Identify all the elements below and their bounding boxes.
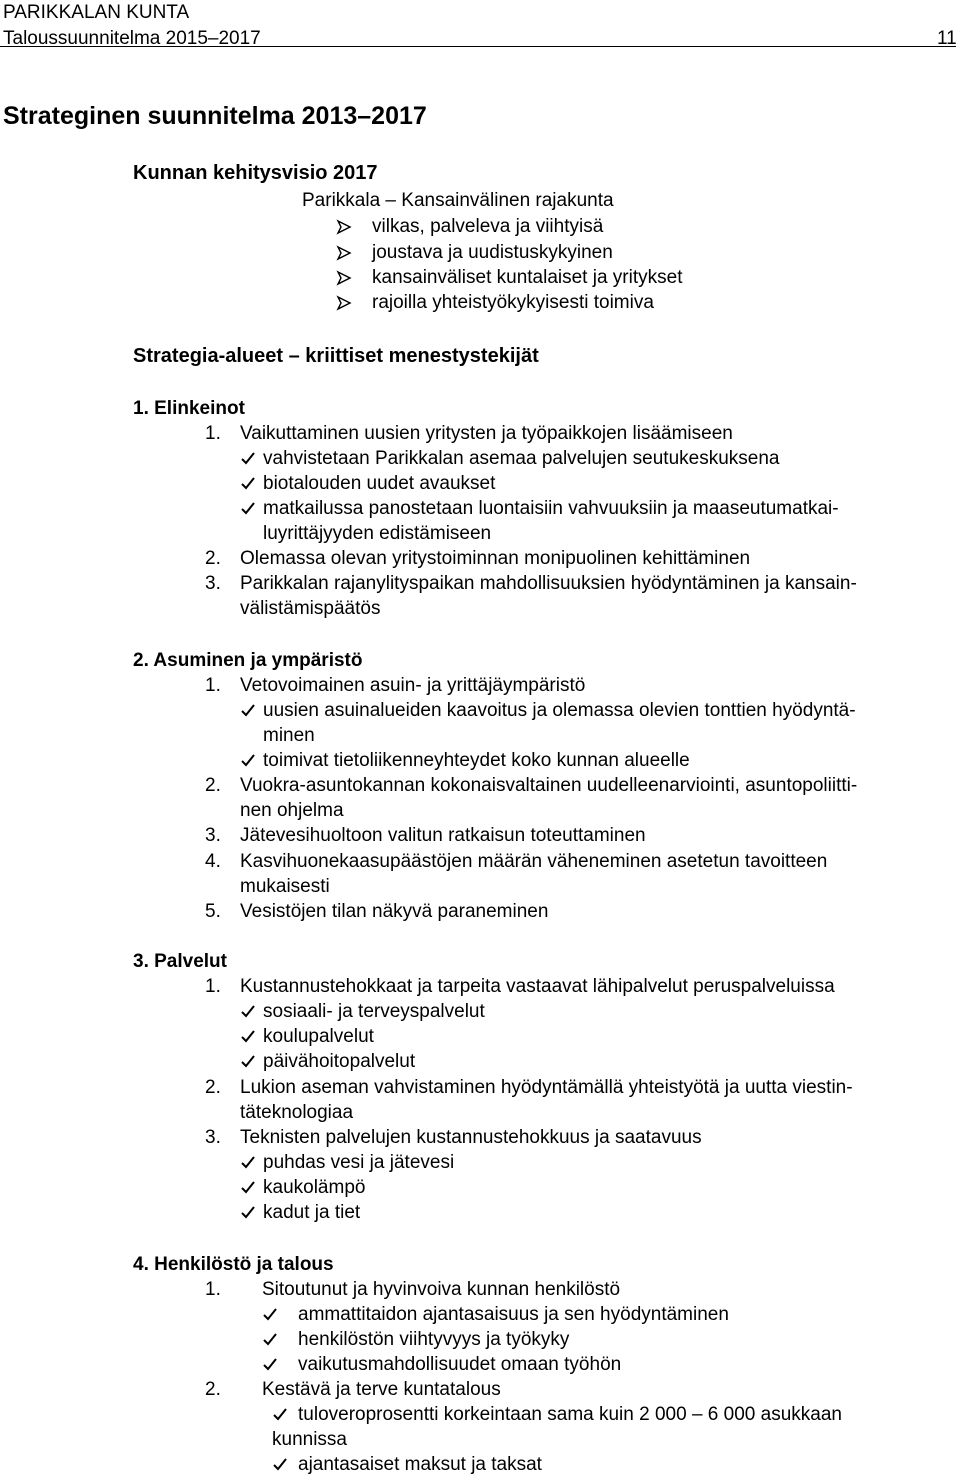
checkmark-icon [240, 1204, 256, 1220]
check-item: sosiaali- ja terveyspalvelut [263, 1001, 485, 1022]
checkmark-icon [240, 475, 256, 491]
check-item: ammattitaidon ajantasaisuus ja sen hyödyntäminen [298, 1304, 729, 1325]
page-title: Strateginen suunnitelma 2013–2017 [3, 102, 427, 130]
check-item: kaukolämpö [263, 1177, 366, 1198]
item-text: Teknisten palvelujen kustannustehokkuus ja saatavuus [240, 1127, 702, 1148]
check-item: vaikutusmahdollisuudet omaan työhön [298, 1354, 622, 1375]
item-text: Olemassa olevan yritystoiminnan monipuolinen kehittäminen [240, 548, 751, 569]
section-title: 3. Palvelut [133, 951, 227, 972]
check-item: biotalouden uudet avaukset [263, 473, 496, 494]
checkmark-icon [262, 1306, 278, 1322]
checkmark-icon [262, 1356, 278, 1372]
check-item: kadut ja tiet [263, 1202, 361, 1223]
checkmark-icon [272, 1456, 288, 1472]
vision-bullet: rajoilla yhteistyökykyisesti toimiva [372, 292, 654, 313]
item-text: Kasvihuonekaasupäästöjen määrän väheneminen asetetun tavoitteen [240, 851, 828, 872]
check-item-continued: luyrittäjyyden edistämiseen [263, 523, 492, 544]
item-text: Sitoutunut ja hyvinvoiva kunnan henkilöstö [262, 1279, 621, 1300]
vision-heading: Kunnan kehitysvisio 2017 [133, 162, 378, 184]
item-text-continued: välistämispäätös [240, 598, 381, 619]
page-number: 11 [937, 28, 957, 49]
item-number: 1. [205, 976, 221, 997]
vision-bullet: joustava ja uudistuskykyinen [372, 242, 613, 263]
item-number: 1. [205, 675, 221, 696]
check-item-continued: minen [263, 725, 315, 746]
item-text: Kestävä ja terve kuntatalous [262, 1379, 501, 1400]
item-text: Jätevesihuoltoon valitun ratkaisun toteuttaminen [240, 825, 646, 846]
check-item: uusien asuinalueiden kaavoitus ja olemassa olevien tonttien hyödyntä- [263, 700, 856, 721]
item-text: Vesistöjen tilan näkyvä paraneminen [240, 901, 549, 922]
header-doc-title: Taloussuunnitelma 2015–2017 [3, 28, 261, 49]
arrowhead-bullet-icon [336, 295, 352, 311]
checkmark-icon [240, 702, 256, 718]
item-number: 4. [205, 851, 221, 872]
item-text: Lukion aseman vahvistaminen hyödyntämällä yhteistyötä ja uutta viestin- [240, 1077, 853, 1098]
checkmark-icon [240, 1003, 256, 1019]
arrowhead-bullet-icon [336, 245, 352, 261]
check-item: puhdas vesi ja jätevesi [263, 1152, 455, 1173]
vision-bullet: vilkas, palveleva ja viihtyisä [372, 216, 604, 237]
section-title: 4. Henkilöstö ja talous [133, 1254, 334, 1275]
check-item: toimivat tietoliikenneyhteydet koko kunnan alueelle [263, 750, 690, 771]
vision-tagline: Parikkala – Kansainvälinen rajakunta [302, 190, 614, 211]
item-text: Parikkalan rajanylityspaikan mahdollisuuksien hyödyntäminen ja kansain- [240, 573, 857, 594]
check-item: matkailussa panostetaan luontaisiin vahvuuksiin ja maaseutumatkai- [263, 498, 839, 519]
check-item: päivähoitopalvelut [263, 1051, 416, 1072]
strategy-heading: Strategia-alueet – kriittiset menestystekijät [133, 345, 539, 367]
checkmark-icon [272, 1406, 288, 1422]
vision-bullet: kansainväliset kuntalaiset ja yritykset [372, 267, 683, 288]
item-text-continued: nen ohjelma [240, 800, 344, 821]
checkmark-icon [240, 1053, 256, 1069]
header-org: PARIKKALAN KUNTA [3, 2, 190, 23]
item-number: 2. [205, 548, 221, 569]
check-item: ajantasaiset maksut ja taksat [298, 1454, 542, 1475]
item-number: 3. [205, 825, 221, 846]
section-title: 2. Asuminen ja ympäristö [133, 650, 363, 671]
checkmark-icon [240, 1179, 256, 1195]
item-text: Vetovoimainen asuin- ja yrittäjäympäristö [240, 675, 586, 696]
item-text: Kustannustehokkaat ja tarpeita vastaavat lähipalvelut peruspalveluissa [240, 976, 835, 997]
item-number: 2. [205, 1379, 221, 1400]
check-item: vahvistetaan Parikkalan asemaa palvelujen seutukeskuksena [263, 448, 780, 469]
check-item: koulupalvelut [263, 1026, 374, 1047]
checkmark-icon [240, 752, 256, 768]
header-rule [0, 46, 956, 47]
item-number: 3. [205, 573, 221, 594]
item-number: 2. [205, 1077, 221, 1098]
item-text: Vaikuttaminen uusien yritysten ja työpaikkojen lisäämiseen [240, 423, 733, 444]
checkmark-icon [262, 1331, 278, 1347]
item-number: 1. [205, 423, 221, 444]
checkmark-icon [240, 450, 256, 466]
arrowhead-bullet-icon [336, 270, 352, 286]
arrowhead-bullet-icon [336, 219, 352, 235]
item-text: Vuokra-asuntokannan kokonaisvaltainen uudelleenarviointi, asuntopoliitti- [240, 775, 858, 796]
check-item: tuloveroprosentti korkeintaan sama kuin 2 000 – 6 000 asukkaan [298, 1404, 842, 1425]
checkmark-icon [240, 1154, 256, 1170]
item-number: 3. [205, 1127, 221, 1148]
item-text-continued: mukaisesti [240, 876, 330, 897]
check-item-continued: kunnissa [272, 1429, 347, 1450]
section-title: 1. Elinkeinot [133, 398, 245, 419]
item-number: 5. [205, 901, 221, 922]
checkmark-icon [240, 1028, 256, 1044]
item-number: 1. [205, 1279, 221, 1300]
checkmark-icon [240, 500, 256, 516]
item-text-continued: täteknologiaa [240, 1102, 354, 1123]
item-number: 2. [205, 775, 221, 796]
check-item: henkilöstön viihtyvyys ja työkyky [298, 1329, 570, 1350]
